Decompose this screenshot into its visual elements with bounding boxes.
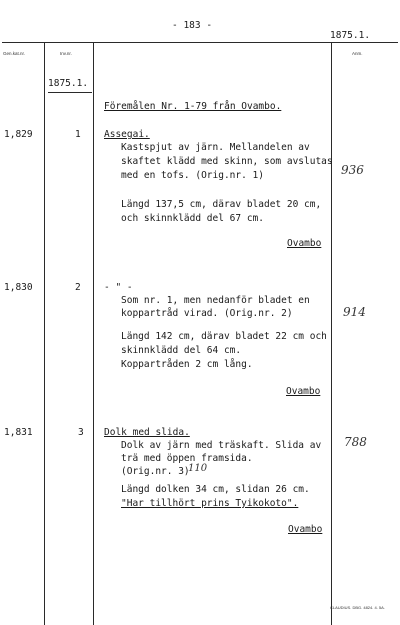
handwritten-note: 936 (341, 163, 364, 177)
col-header-inv: Inv.nr. (60, 51, 72, 56)
measure-line: Längd 142 cm, därav bladet 22 cm och (121, 331, 327, 342)
description-line: trä med öppen framsida. (121, 453, 253, 464)
measure-line: och skinnklädd del 67 cm. (121, 213, 264, 224)
header-year: 1875.1. (330, 30, 371, 41)
origin-label: Ovambo (287, 238, 322, 249)
section-title: Föremålen Nr. 1-79 från Ovambo. (104, 101, 282, 112)
measure-line: Längd dolken 34 cm, slidan 26 cm. (121, 484, 310, 495)
section-year: 1875.1. (48, 78, 89, 89)
description-line: Dolk av järn med träskaft. Slida av (121, 440, 322, 451)
description-line: koppartråd virad. (Orig.nr. 2) (121, 308, 293, 319)
description-line: skaftet klädd med skinn, som avslutas (121, 156, 333, 167)
measure-line: skinnklädd del 64 cm. (121, 345, 242, 356)
printer-imprint: CLAUDIUS. DBG. 4824. 4. 5A. (330, 605, 385, 610)
inv-nr: 2 (75, 282, 81, 293)
section-year-underline (48, 92, 92, 93)
col-header-gen-kat: Gen.kat.nr. (3, 51, 26, 56)
measure-line: Koppartråden 2 cm lång. (121, 359, 253, 370)
item-name: Dolk med slida. (104, 427, 190, 438)
gen-kat-nr: 1,830 (4, 282, 33, 293)
inv-nr: 3 (78, 427, 84, 438)
inv-nr: 1 (75, 129, 81, 140)
description-line: Som nr. 1, men nedanför bladet en (121, 295, 310, 306)
description-line: med en tofs. (Orig.nr. 1) (121, 170, 264, 181)
origin-label: Ovambo (288, 524, 323, 535)
header-rule (2, 42, 398, 43)
gen-kat-nr: 1,829 (4, 129, 33, 140)
handwritten-note: 914 (343, 305, 366, 319)
measure-line: Längd 137,5 cm, därav bladet 20 cm, (121, 199, 322, 210)
origin-label: Ovambo (286, 386, 321, 397)
description-line: Kastspjut av järn. Mellandelen av (121, 142, 310, 153)
measure-line: "Har tillhört prins Tyikokoto". (121, 498, 299, 509)
item-name: Assegai. (104, 129, 150, 140)
handwritten-note: 788 (344, 435, 367, 449)
page-number: - 183 - (172, 20, 213, 31)
column-line-2 (93, 42, 94, 625)
description-line: (Orig.nr. 3) (121, 466, 190, 477)
handwritten-orig-nr: 110 (188, 463, 208, 474)
column-line-3 (331, 42, 332, 625)
gen-kat-nr: 1,831 (4, 427, 33, 438)
col-header-anm: Anm. (352, 51, 363, 56)
item-name: - " - (104, 282, 133, 293)
column-line-1 (44, 42, 45, 625)
